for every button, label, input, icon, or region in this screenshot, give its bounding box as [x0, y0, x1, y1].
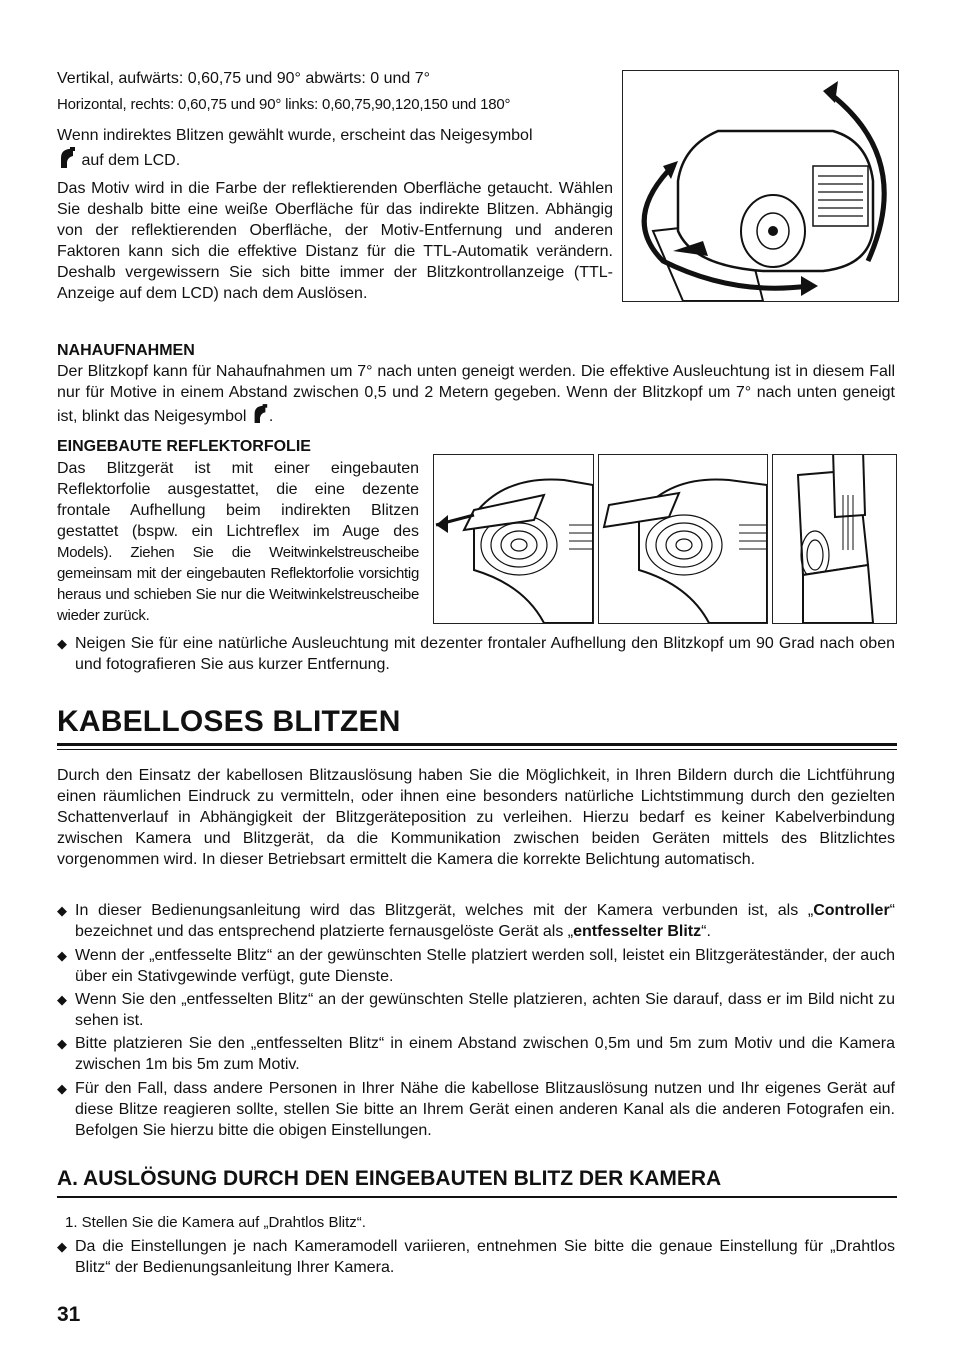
page-number: 31: [57, 1303, 81, 1326]
bullet-4-text: Bitte platzieren Sie den „entfesselten Blitz“ in einem Abstand zwischen 0,5m und 5m zum Motiv und die Kamera zwischen 1m bis 5m zum Motiv.: [75, 1035, 895, 1073]
reflektor-tip-bullet: [57, 633, 895, 675]
nahaufnahmen-period: .: [268, 408, 274, 426]
tilt-symbol-icon: [57, 146, 77, 176]
nahaufnahmen-paragraph: [57, 361, 895, 431]
reflektorfolie-heading: EINGEBAUTE REFLEKTORFOLIE: [57, 438, 311, 455]
reflektorfolie-text-a: Das Blitzgerät ist mit einer eingebauten Reflektorfolie ausgestattet, die eine dezente frontale Aufhellung beim indirekten Blitzen gestattet (bspw. ein Lichtreflex im Auge des: [57, 460, 419, 540]
section-a-bullet-text: Da die Einstellungen je nach Kameramodell variieren, entnehmen Sie bitte die genaue Einstellung für „Drahtlos Blitz“ der Bedienungsanleitung Ihrer Kamera.: [75, 1238, 895, 1276]
reflector-extended-illustration: [598, 454, 768, 624]
flash-head-rotation-illustration: [622, 70, 899, 302]
entfesselter-blitz-term: entfesselter Blitz: [573, 923, 702, 940]
controller-term: Controller: [813, 902, 890, 919]
title-rule-thick: [57, 743, 897, 746]
kabelloses-blitzen-title: KABELLOSES BLITZEN: [57, 705, 401, 738]
bullet-diamond-icon: ◆: [57, 1081, 67, 1096]
bullet-1-text-b: “ bezeichnet und das entsprechend platzierte fernausgelöste Gerät als „: [75, 902, 895, 940]
bullet-2-text: Wenn der „entfesselte Blitz“ an der gewünschten Stelle platziert werden soll, leistet ein Blitzgeräteständer, der auch über ein Stativgewinde verfügt, gute Dienste.: [75, 947, 895, 985]
reflektorfolie-text-b: Models). Ziehen Sie die Weitwinkelstreuscheibe gemeinsam mit der eingebauten Reflektorfolie vorsichtig heraus und schieben Sie nur die Weitwinkelstreuscheibe wieder zurück.: [57, 544, 419, 624]
bounce-color-paragraph: Das Motiv wird in die Farbe der reflektierenden Oberfläche getaucht. Wählen Sie deshalb bitte eine weiße Oberfläche für das indirekte Blitzen. Abhängig von der reflektierenden Oberfläche, der Motiv-Entfernung und anderen Faktoren kann sich die effektive Distanz für die TTL-Automatik verändern. Deshalb vergewissern Sie sich bitte immer der Blitzkontrollanzeige (TTL-Anzeige auf dem LCD) nach dem Auslösen.: [57, 180, 613, 302]
kabellos-intro-paragraph: Durch den Einsatz der kabellosen Blitzauslösung haben Sie die Möglichkeit, in Ihren Bildern durch die Lichtführung einen räumlichen Eindruck zu vermitteln, oder ihnen eine besonders natürliche Lichtstimmung durch den gezielten Schattenverlauf in Abhängigkeit der Blitzgeräteposition zu verleihen. Hierzu bedarf es keiner Kabelverbindung zwischen Kamera und Blitzgerät, da die Kommunikation zwischen beiden Geräten mittels des Blitzlichtes vorgenommen wird. In dieser Betriebsart ermittelt die Kamera die korrekte Belichtung automatisch.: [57, 767, 895, 868]
section-a-title: A. AUSLÖSUNG DURCH DEN EINGEBAUTEN BLITZ DER KAMERA: [57, 1167, 722, 1190]
bullet-diamond-icon: ◆: [57, 1036, 67, 1051]
bullet-3-text: Wenn Sie den „entfesselten Blitz“ an der gewünschten Stelle platzieren, achten Sie darauf, dass er im Bild nicht zu sehen ist.: [75, 991, 895, 1029]
bullet-1-text-a: In dieser Bedienungsanleitung wird das Blitzgerät, welches mit der Kamera verbunden ist, als „: [75, 902, 814, 919]
bullet-diamond-icon: ◆: [57, 903, 67, 918]
bullet-diamond-icon: ◆: [57, 948, 67, 963]
vertical-angles-line: Vertikal, aufwärts: 0,60,75 und 90° abwärts: 0 und 7°: [57, 70, 431, 87]
bullet-1-text-c: “.: [701, 923, 711, 940]
section-a-step-1: 1. Stellen Sie die Kamera auf „Drahtlos Blitz“.: [65, 1214, 366, 1231]
reflektor-tip-text: Neigen Sie für eine natürliche Ausleuchtung mit dezenter frontaler Aufhellung den Blitzkopf um 90 Grad nach oben und fotografieren Sie aus kurzer Entfernung.: [75, 635, 895, 673]
nahaufnahmen-heading: NAHAUFNAHMEN: [57, 342, 195, 359]
kabellos-bullet-2: [57, 945, 895, 987]
tilt-paragraph-text: Wenn indirektes Blitzen gewählt wurde, erscheint das Neigesymbol: [57, 127, 533, 144]
kabellos-bullet-4: [57, 1033, 895, 1075]
tilt-symbol-paragraph: [57, 125, 613, 176]
reflektorfolie-paragraph: [57, 458, 419, 626]
section-a-bullet: [57, 1236, 895, 1278]
kabellos-bullet-1: [57, 900, 895, 942]
tilt-paragraph-end: auf dem LCD.: [81, 152, 181, 170]
kabellos-bullet-3: [57, 989, 895, 1031]
nahaufnahmen-text: Der Blitzkopf kann für Nahaufnahmen um 7° nach unten geneigt werden. Die effektive Ausleuchtung ist in diesem Fall nur für Motive in einem Abstand zwischen 0,5 und 2 Metern gegeben. Wenn der Blitzkopf um 7° nach unten geneigt ist, blinkt das Neigesymbol: [57, 363, 895, 426]
tilt-symbol-icon-2: [251, 403, 269, 431]
bullet-diamond-icon: ◆: [57, 1239, 67, 1254]
bullet-diamond-icon: ◆: [57, 992, 67, 1007]
horizontal-angles-line: Horizontal, rechts: 0,60,75 und 90° links: 0,60,75,90,120,150 und 180°: [57, 96, 511, 113]
bullet-5-text: Für den Fall, dass andere Personen in Ihrer Nähe die kabellose Blitzauslösung nutzen und Ihr eigenes Gerät auf diese Blitze reagieren sollte, stellen Sie bitte an Ihrem Gerät einen anderen Kanal als die anderen Fotografen ein. Befolgen Sie hierzu bitte die obigen Einstellungen.: [75, 1080, 895, 1139]
bullet-diamond-icon: ◆: [57, 636, 67, 651]
title-rule-thin: [57, 749, 897, 750]
kabellos-bullet-5: [57, 1078, 895, 1141]
reflector-upright-illustration: [772, 454, 897, 624]
section-a-rule: [57, 1196, 897, 1198]
reflector-pull-out-illustration: [433, 454, 594, 624]
